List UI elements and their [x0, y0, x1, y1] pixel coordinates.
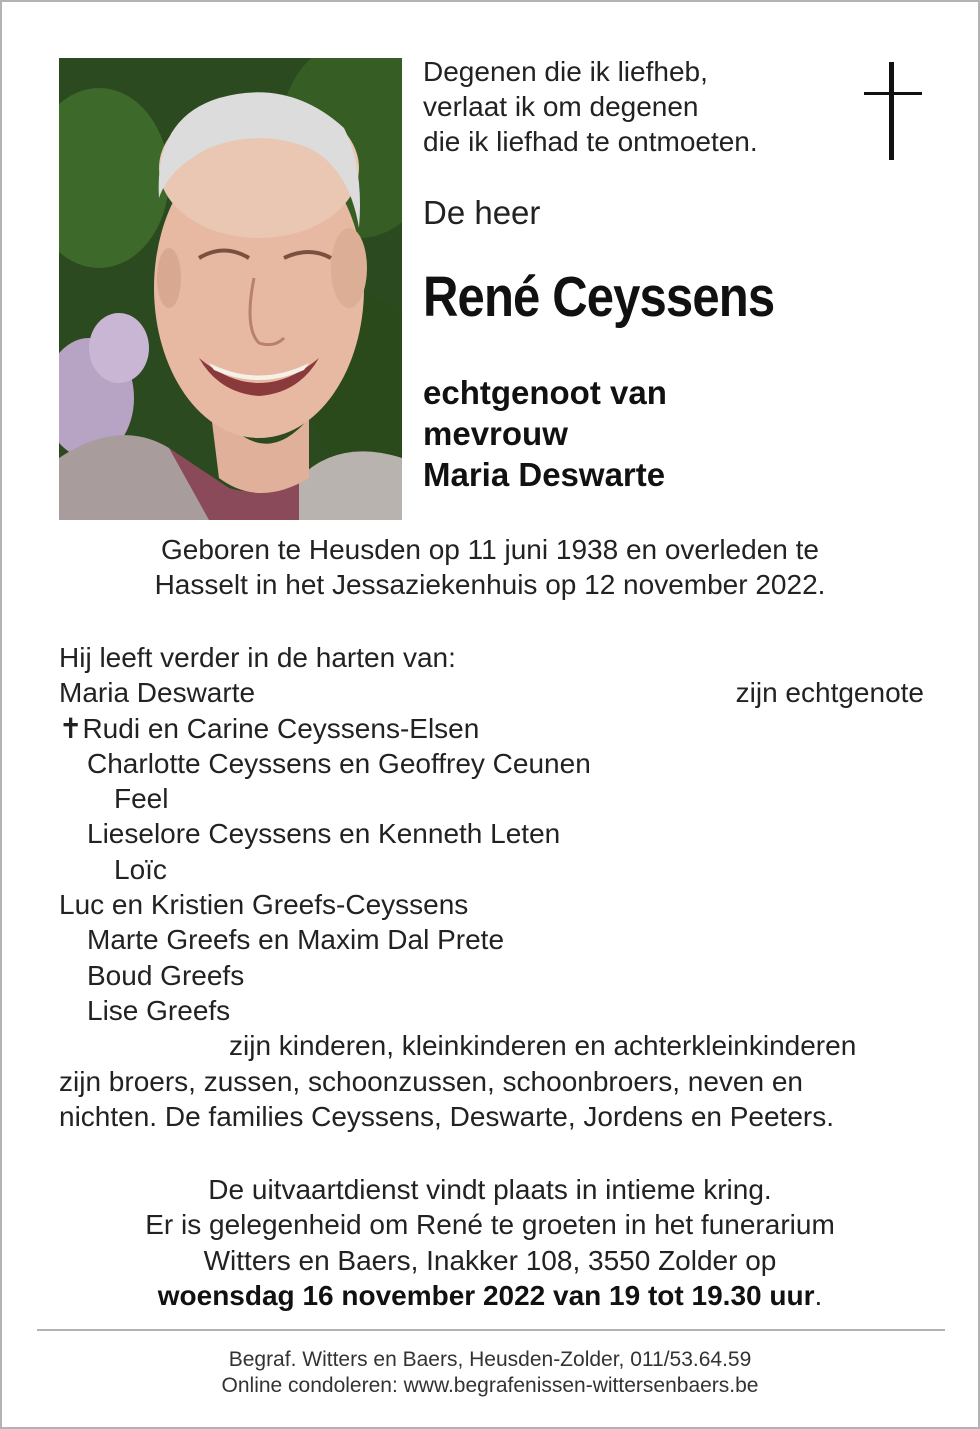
relation-line: zijn kinderen, kleinkinderen en achterkleinkinderen [229, 1030, 857, 1062]
portrait-photo [59, 58, 402, 520]
death-line: Hasselt in het Jessaziekenhuis op 12 november 2022. [154, 569, 826, 600]
service-date-row [2, 1278, 978, 1313]
spouse-name: Maria Deswarte [59, 677, 256, 709]
spouse-row [59, 675, 924, 710]
quote-line: die ik liefhad te ontmoeten. [423, 126, 758, 157]
quote-line: Degenen die ik liefheb, [423, 56, 708, 87]
family-member: Marte Greefs en Maxim Dal Prete [87, 924, 505, 956]
family-member: Lieselore Ceyssens en Kenneth Leten [87, 818, 561, 850]
funeral-service-info [2, 1172, 978, 1313]
spouse-line: echtgenoot van [423, 374, 667, 411]
cross-icon [864, 62, 922, 160]
quote-line: verlaat ik om degenen [423, 91, 699, 122]
spouse-line: mevrouw [423, 415, 568, 452]
closing-line: nichten. De families Ceyssens, Deswarte, Jordens en Peeters. [59, 1100, 835, 1132]
service-line: Witters en Baers, Inakker 108, 3550 Zolder op [203, 1244, 777, 1276]
footer [2, 1347, 978, 1399]
family-member: Feel [114, 783, 169, 815]
spouse-relation: zijn echtgenote [735, 677, 924, 709]
service-line: De uitvaartdienst vindt plaats in intieme kring. [208, 1174, 772, 1205]
family-member: Boud Greefs [87, 959, 245, 991]
survivors-intro: Hij leeft verder in de harten van: [59, 642, 456, 673]
spouse-info [423, 372, 667, 495]
family-member: Loïc [114, 853, 167, 885]
family-member: Lise Greefs [87, 994, 231, 1026]
memorial-quote [423, 54, 863, 159]
service-date-suffix: . [814, 1279, 823, 1311]
survivors-list [59, 640, 924, 1134]
birth-death-info [2, 532, 978, 602]
spouse-line: Maria Deswarte [423, 456, 666, 493]
service-line: Er is gelegenheid om René te groeten in het funerarium [145, 1209, 835, 1241]
funeral-home-contact: Begraf. Witters en Baers, Heusden-Zolder, 011/53.64.59 [228, 1348, 752, 1371]
footer-divider [37, 1329, 945, 1331]
portrait-image [59, 58, 402, 520]
family-member: ✝Rudi en Carine Ceyssens-Elsen [59, 712, 480, 744]
condolence-link[interactable]: Online condoleren: www.begrafenissen-wittersenbaers.be [221, 1374, 759, 1397]
service-date: woensdag 16 november 2022 van 19 tot 19.30 uur [157, 1279, 815, 1311]
honorific: De heer [423, 194, 541, 231]
birth-line: Geboren te Heusden op 11 juni 1938 en overleden te [161, 534, 819, 565]
family-member: Luc en Kristien Greefs-Ceyssens [59, 889, 469, 921]
closing-line: zijn broers, zussen, schoonzussen, schoonbroers, neven en [59, 1065, 803, 1097]
deceased-name: René Ceyssens [423, 265, 775, 329]
family-member: Charlotte Ceyssens en Geoffrey Ceunen [87, 747, 591, 779]
